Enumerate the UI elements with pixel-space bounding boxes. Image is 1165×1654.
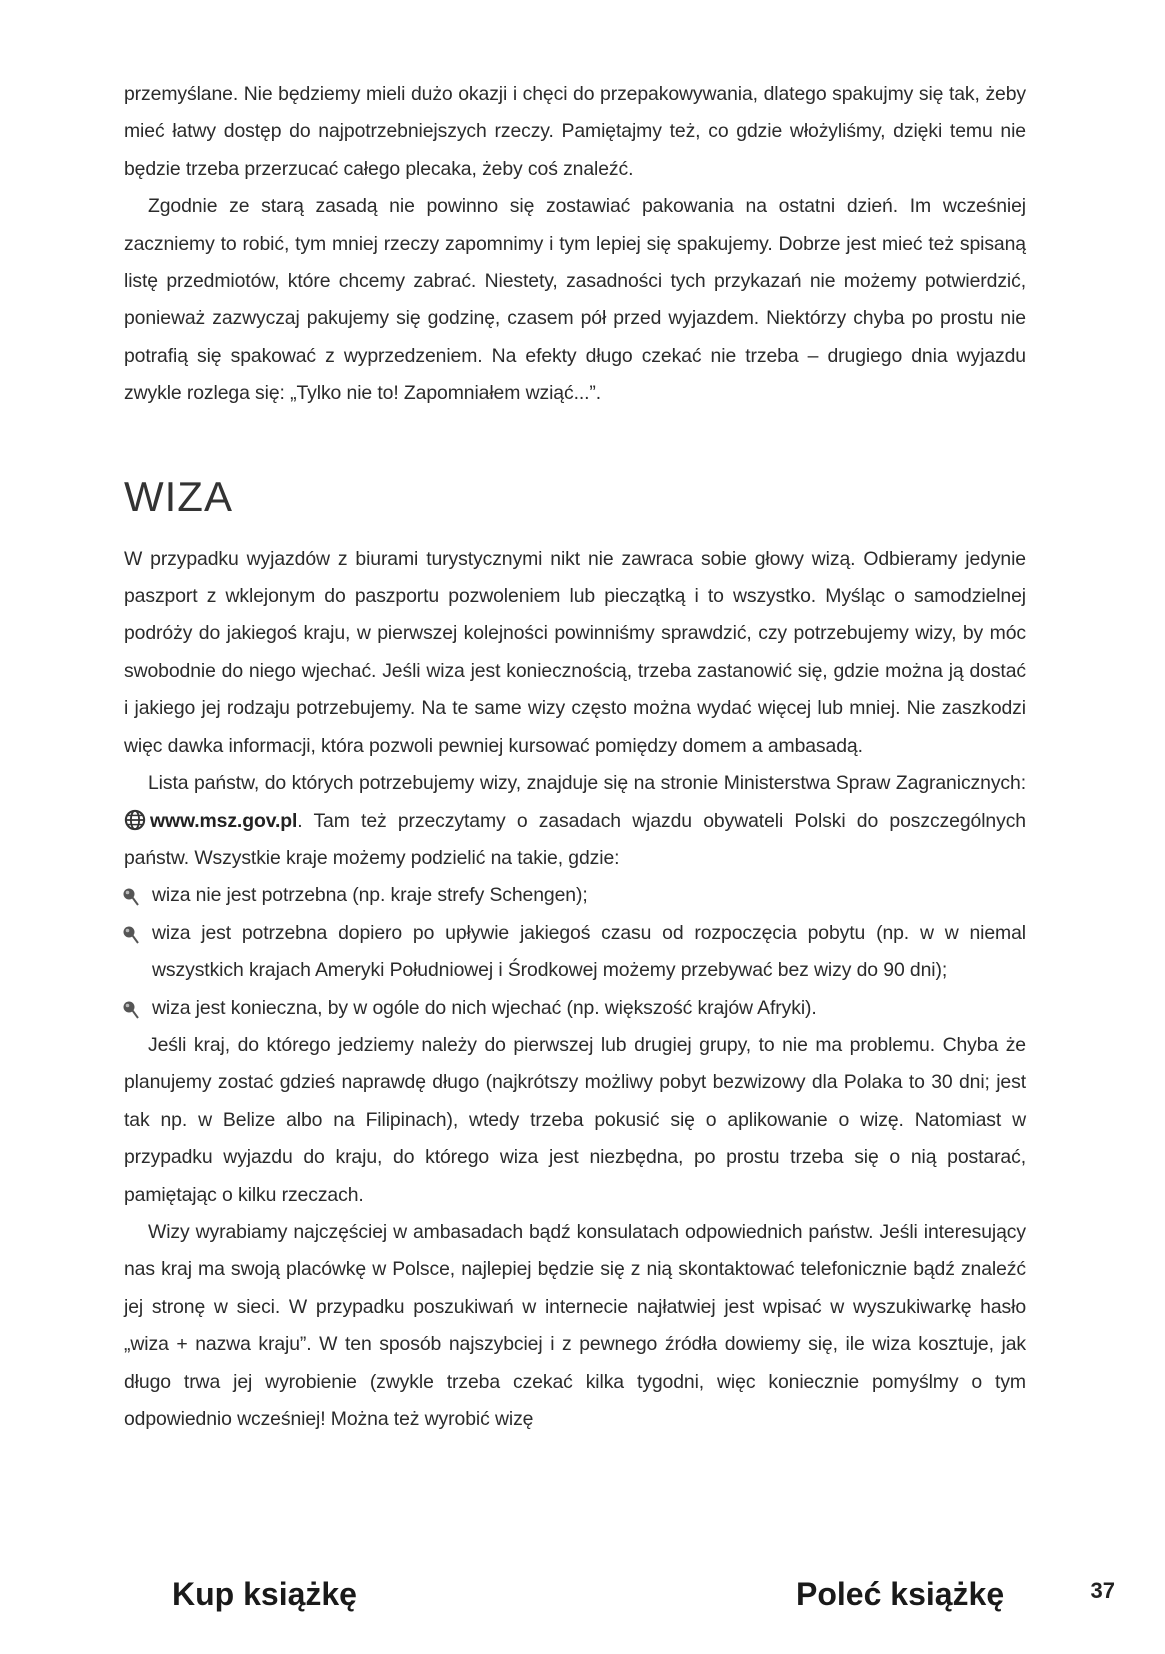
page-number: 37 [1090,1578,1115,1603]
paragraph: przemyślane. Nie będziemy mieli dużo okazji i chęci do przepakowywania, dlatego spakujmy się tak, żeby mieć łatwy dostęp do najpotrzebniejszych rzeczy. Pamiętajmy też, co gdzie włożyliśmy, dzięki temu nie będzie trzeba przerzucać całego plecaka, żeby coś znaleźć. [124,83,1026,180]
list-item [124,877,1026,914]
paragraph: Jeśli kraj, do którego jedziemy należy do pierwszej lub drugiej grupy, to nie ma problemu. Chyba że planujemy zostać gdzieś naprawdę długo (najkrótszy możliwy pobyt bezwizowy dla Polaka to 30 dni; jest tak np. w Belize albo na Filipinach), wtedy trzeba pokusić się o aplikowanie o wizę. Natomiast w przypadku wyjazdu do kraju, do którego wiza jest niezbędna, po prostu trzeba się o nią postarać, pamiętając o kilku rzeczach. [124,1033,1026,1206]
list-item [124,990,1026,1027]
recommend-book-link[interactable]: Poleć książkę [796,1576,1005,1612]
map-pin-icon [122,925,140,945]
paragraph: Wizy wyrabiamy najczęściej w ambasadach bądź konsulatach odpowiednich państw. Jeśli interesujący nas kraj ma swoją placówkę w Polsce, najlepiej będzie się z nią skontaktować telefonicznie bądź znaleźć jej stronę w sieci. W przypadku poszukiwań w internecie najłatwiej jest wpisać w wyszukiwarkę hasło „wiza + nazwa kraju”. W ten sposób najszybciej i z pewnego źródła dowiemy się, ile wiza kosztuje, jak długo trwa jej wyrobienie (zwykle trzeba czekać kilka tygodni, więc koniecznie pomyślmy o tym odpowiednio wcześniej! Można też wyrobić wizę [124,1220,1026,1430]
buy-book-link[interactable]: Kup książkę [172,1576,357,1612]
paragraph: W przypadku wyjazdów z biurami turystycznymi nikt nie zawraca sobie głowy wizą. Odbieramy jedynie paszport z wklejonym do paszportu pozwoleniem lub pieczątką i to wszystko. Myśląc o samodzielnej podróży do jakiegoś kraju, w pierwszej kolejności powinniśmy sprawdzić, czy potrzebujemy wizy, by móc swobodnie do niego wjechać. Jeśli wiza jest koniecznością, trzeba zastanowić się, gdzie można ją dostać i jakiego jej rodzaju potrzebujemy. Na te same wizy często można wydać więcej lub mniej. Nie zaszkodzi więc dawka informacji, która pozwoli pewniej kursować pomiędzy domem a ambasadą. [124,547,1026,757]
paragraph-text: . Tam też przeczytamy o zasadach wjazdu obywateli Polski do poszczególnych państw. Wszystkie kraje możemy podzielić na takie, gdzie: [124,809,1026,869]
visa-category-list [124,877,1026,1027]
list-item-text: wiza jest potrzebna dopiero po upływie jakiegoś czasu od rozpoczęcia pobytu (np. w w niemal wszystkich krajach Ameryki Południowej i Środkowej możemy przebywać bez wizy do 90 dni); [152,921,1026,982]
list-item [124,915,1026,990]
paragraph: Zgodnie ze starą zasadą nie powinno się zostawiać pakowania na ostatni dzień. Im wcześniej zaczniemy to robić, tym mniej rzeczy zapomnimy i tym lepiej się spakujemy. Dobrze jest mieć też spisaną listę przedmiotów, które chcemy zabrać. Niestety, zasadności tych przykazań nie możemy potwierdzić, ponieważ zazwyczaj pakujemy się godzinę, czasem pół przed wyjazdem. Niektórzy chyba po prostu nie potrafią się spakować z wyprzedzeniem. Na efekty długo czekać nie trzeba – drugiego dnia wyjazdu zwykle rozlega się: „Tylko nie to! Zapomniałem wziąć...”. [124,195,1026,405]
section-heading: WIZA [124,472,233,520]
paragraph [124,765,1026,877]
map-pin-icon [122,887,140,907]
list-item-text: wiza nie jest potrzebna (np. kraje strefy Schengen); [152,884,588,907]
globe-icon [124,809,146,831]
page-content [124,76,1026,1438]
map-pin-icon [122,1000,140,1020]
ministry-link[interactable]: www.msz.gov.pl [150,809,298,832]
paragraph-text: Lista państw, do których potrzebujemy wizy, znajduje się na stronie Ministerstwa Spraw Zagranicznych: [148,772,1026,795]
list-item-text: wiza jest konieczna, by w ogóle do nich wjechać (np. większość krajów Afryki). [152,996,817,1019]
